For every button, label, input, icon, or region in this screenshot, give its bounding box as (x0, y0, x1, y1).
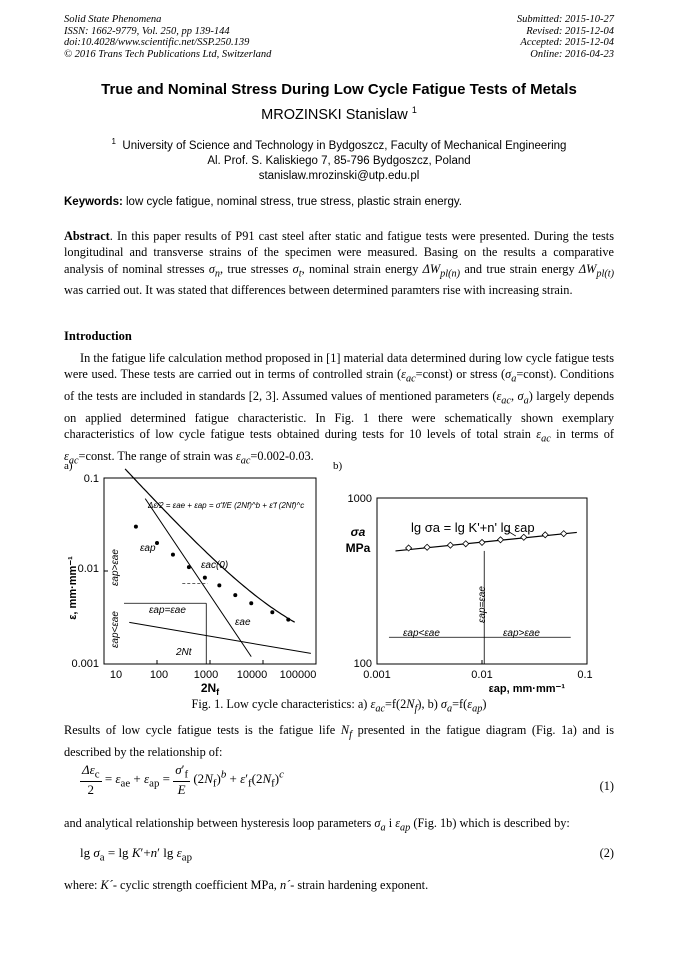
where-k: K´ (100, 878, 113, 892)
keywords-text: low cycle fatigue, nominal stress, true stress, plastic strain energy. (126, 196, 462, 208)
chart-a-xtick: 100000 (279, 669, 317, 681)
accepted-date: Accepted: 2015-12-04 (520, 37, 614, 49)
chart-a (64, 468, 326, 696)
sym-delta: Δ (578, 261, 587, 276)
hysteresis-paragraph: and analytical relationship between hysteresis loop parameters $\sigma_a$ i $\varepsilon_{ap}$ (Fig. 1b) which is described by: (64, 816, 570, 834)
chart-b-regression-line (395, 532, 576, 550)
author (0, 105, 678, 123)
chart-a-xtick: 1000 (193, 669, 219, 681)
results-paragraph: Results of low cycle fatigue tests is the fatigue life $N_f$ presented in the fatigue diagram (Fig. 1a) and is described by the relationship of: (64, 723, 615, 759)
chart-b-label-lt: εap<εae (403, 628, 440, 639)
abstract-text-5: was carried out. It was stated that differences between determined paramters rise with increasing strain. (64, 283, 573, 298)
results-text-1: Results of low cycle fatigue tests is the fatigue life (64, 723, 336, 737)
chart-a-data-point (134, 525, 138, 529)
chart-a-ytick: 0.001 (71, 658, 99, 670)
chart-b-label-eq: εap=εae (477, 586, 488, 623)
journal-header (64, 14, 271, 60)
chart-b-xtick: 0.01 (471, 669, 493, 681)
chart-a-data-point (249, 601, 253, 605)
abstract-text-3: , nominal strain energy (301, 261, 419, 276)
sym-sigma: σ (517, 389, 524, 404)
chart-a-equation: Δε/2 = εae + εap = σ'f/E (2Nf)^b + ε'f (2Nf)^c (148, 501, 305, 510)
caption-text-1: Fig. 1. Low cycle characteristics: a) (191, 697, 368, 711)
chart-a-xtick: 10000 (236, 669, 268, 681)
issn: ISSN: 1662-9779, Vol. 250, pp 139-144 (64, 25, 230, 37)
chart-a-plastic-line (145, 499, 251, 657)
submitted-date: Submitted: 2015-10-27 (516, 14, 614, 25)
chart-a-label-left-lt: εap<εae (110, 611, 121, 648)
affiliation-line1: University of Science and Technology in Bydgoszcz, Faculty of Mechanical Engineering (122, 139, 567, 152)
chart-a-data-point (270, 610, 274, 614)
chart-a-label-2nt: 2Nt (176, 647, 192, 658)
sym-sigma: σ (292, 261, 299, 276)
intro-text-3: =const). Conditions of the tests are included in standards [2, 3]. Assumed values of mentioned parameters ( (64, 367, 614, 404)
chart-a-label-equal: εap=εae (149, 605, 186, 616)
results-text-3: and analytical relationship between hysteresis loop parameters (64, 816, 372, 830)
chart-a-xlabel-sub: f (216, 687, 220, 696)
chart-a-label-eap: εap (140, 543, 156, 554)
intro-text-5: in terms of (556, 427, 615, 442)
sym-sigma: σ (505, 367, 512, 382)
intro-text-6: =const. The range of strain was (78, 448, 233, 463)
chart-a-label-eac0: εac(0) (201, 560, 229, 571)
chart-b-equation: lg σa = lg K'+n' lg εap (411, 520, 535, 535)
chart-b (333, 468, 615, 696)
sym-sigma: σ (208, 261, 215, 276)
chart-b-ytick: 100 (353, 658, 372, 670)
chart-b-yunit: MPa (345, 541, 371, 555)
results-text-5: (Fig. 1b) which is described by: (413, 816, 570, 830)
caption-text-3: ), b) (417, 697, 438, 711)
equation-1-number: (1) (599, 779, 614, 793)
affiliation-sup: 1 (111, 137, 116, 146)
chart-b-data-point (542, 532, 548, 538)
chart-a-data-point (187, 565, 191, 569)
chart-a-data-point (203, 576, 207, 580)
sym-delta: Δ (422, 261, 430, 276)
chart-a-xlabel (201, 681, 220, 696)
sym-epsilon: ε (536, 427, 542, 442)
where-n: n´ (279, 878, 291, 892)
sym-w: W (429, 261, 441, 276)
abstract-text-2: , true stresses (220, 261, 289, 276)
affiliation-line2: Al. Prof. S. Kaliskiego 7, 85-796 Bydgoszcz, Poland (207, 154, 471, 167)
chart-a-gridlines (104, 571, 316, 664)
chart-a-data-point (233, 593, 237, 597)
chart-b-ytick: 1000 (347, 493, 372, 505)
sym-epsilon: ε (401, 367, 406, 382)
affiliation (0, 134, 678, 184)
where-paragraph (64, 877, 614, 893)
chart-b-data-point (447, 542, 453, 548)
copyright: © 2016 Trans Tech Publications Ltd, Switzerland (64, 48, 272, 60)
chart-a-ytick: 0.01 (77, 563, 99, 575)
chart-a-xtick: 10 (109, 669, 123, 681)
caption-text-2: =f(2 (385, 697, 407, 711)
figure-label-a: a) (64, 460, 73, 472)
chart-b-label-gt: εap>εae (503, 628, 540, 639)
equation-1: $\frac{\Delta\varepsilon_c}{2}$ = $\varepsilon_{ae} + \varepsilon_{ap}$ = $\frac{\sigma'_f}{E}$ $(2N_f)^b + \varepsilon'_f(2N_f)^c$ (82, 762, 284, 797)
sym-sigma: σ (440, 697, 447, 711)
where-mid: - cyclic strength coefficient MPa, (112, 878, 277, 892)
intro-text-4: ) largely depends on applied determined fatigue characteristic. In Fig. 1 there were schematically shown exemplary characteristics of low cycle fatigue tests obtained during tests for 10 levels of total strain (64, 389, 614, 442)
paper-title: True and Nominal Stress During Low Cycle Fatigue Tests of Metals (101, 81, 577, 98)
abstract-label: Abstract (64, 229, 110, 243)
chart-b-data-point (463, 541, 469, 547)
intro-paragraph: In the fatigue life calculation method proposed in [1] material data determined during low cycle fatigue tests were used. These tests are carried out in terms of controlled strain $(\varepsilon_{ac}=const)$ or stress $(\sigma_a=const)$. Conditions of the tests are included in standards [2, 3]. Assumed values of mentioned parameters ($\varepsilon_{ac}$, $\sigma_a$) largely depends on applied determined fatigue characteristic. In Fig. 1 there were schematically shown exemplary characteristics of low cycle fatigue tests obtained during tests for 10 levels of total strain $\varepsilon_{ac}$ in terms of $\varepsilon_{ac}=const$. The range of strain was $\varepsilon_{ac}=0.002-0.03$. (64, 351, 615, 467)
chart-a-label-left-gt: εap>εae (110, 549, 121, 586)
chart-b-data-point (424, 544, 430, 550)
chart-a-ylabel: ε, mm·mm⁻¹ (67, 556, 79, 620)
chart-a-elastic-line (129, 622, 311, 653)
author-name: MROZINSKI Stanislaw (261, 106, 408, 123)
chart-a-data-point (171, 553, 175, 557)
keywords (64, 196, 624, 208)
revised-date: Revised: 2015-12-04 (526, 25, 614, 37)
results-text-2: presented in the fatigue diagram (Fig. 1a) and is described by the relationship of: (64, 723, 615, 759)
where-text: where: (64, 878, 98, 892)
doi: doi:10.4028/www.scientific.net/SSP.250.139 (64, 37, 250, 49)
section-heading-introduction: Introduction (64, 329, 132, 343)
dates-header (517, 14, 614, 60)
equation-2: $\lg \sigma_a = \lg K'+n'$ $\lg \varepsilon_{ap}$ (80, 845, 192, 864)
chart-a-xtick: 100 (149, 669, 169, 681)
abstract-text-1: . In this paper results of P91 cast steel after static and fatigue tests were presented. During the tests longitudinal and transverse strains of the specimen were measured. Basing on the results a comparative analysis of nominal stresses (64, 229, 614, 276)
intro-text-1: In the fatigue life calculation method proposed in [1] material data determined during low cycle fatigue tests were used. These tests are carried out in terms of controlled strain ( (64, 351, 614, 382)
chart-a-xlabel-main: 2N (200, 681, 217, 695)
sym-sigma: σ (374, 816, 381, 830)
sym-epsilon: ε (370, 697, 376, 711)
chart-b-data-point (521, 534, 527, 540)
chart-b-data-point (479, 539, 485, 545)
chart-a-ytick: 0.1 (83, 473, 99, 485)
chart-a-data-point (286, 618, 290, 622)
sym-epsilon: ε (395, 816, 401, 830)
sym-epsilon: ε (235, 448, 241, 463)
author-sup: 1 (411, 105, 417, 115)
abstract: Abstract. In this paper results of P91 cast steel after static and fatigue tests were presented. During the tests longitudinal and transverse strains of the specimen were measured. Basing on the results a comparative analysis of nominal stresses $\sigma_n$, true stresses $\sigma_t$, nominal strain energy $\Delta W_{pl(n)}$ and true strain energy $\Delta W_{pl(t)}$ was carried out. It was stated that differences between determined paramters rise with increasing strain. (64, 229, 614, 298)
where-end: - strain hardening exponent. (290, 878, 429, 892)
results-text-4: i (388, 816, 393, 830)
sym-epsilon: ε (64, 448, 69, 463)
sym-epsilon: ε (496, 389, 502, 404)
intro-text-7: =0.002-0.03. (250, 448, 314, 463)
figure-caption: Fig. 1. Low cycle characteristics: a) $\varepsilon_{ac}=f(2N_f)$, b) $\sigma_a=f(\varepsilon_{ap})$ (191, 697, 487, 715)
abstract-text-4: and true strain energy (464, 261, 575, 276)
chart-b-data-point (497, 537, 503, 543)
chart-b-ylabel: σa (350, 525, 366, 539)
figure-label-b: b) (333, 460, 343, 472)
equation-2-number: (2) (599, 846, 614, 860)
online-date: Online: 2016-04-23 (530, 48, 614, 60)
chart-a-data-point (217, 583, 221, 587)
chart-b-xlabel: εap, mm·mm⁻¹ (488, 683, 565, 695)
journal-name: Solid State Phenomena (64, 14, 162, 25)
intro-text-2: =const) or stress ( (415, 367, 506, 382)
author-email[interactable]: stanislaw.mrozinski@utp.edu.pl (258, 169, 420, 182)
keywords-label: Keywords: (64, 196, 123, 208)
chart-b-xtick: 0.1 (577, 669, 593, 681)
caption-text-4: =f( (452, 697, 468, 711)
chart-a-data-point (155, 541, 159, 545)
chart-b-xtick: 0.001 (363, 669, 391, 681)
sym-w: W (586, 261, 597, 276)
chart-b-data-point (561, 531, 567, 537)
chart-a-label-eae: εae (235, 617, 251, 628)
sym-epsilon: ε (467, 697, 473, 711)
